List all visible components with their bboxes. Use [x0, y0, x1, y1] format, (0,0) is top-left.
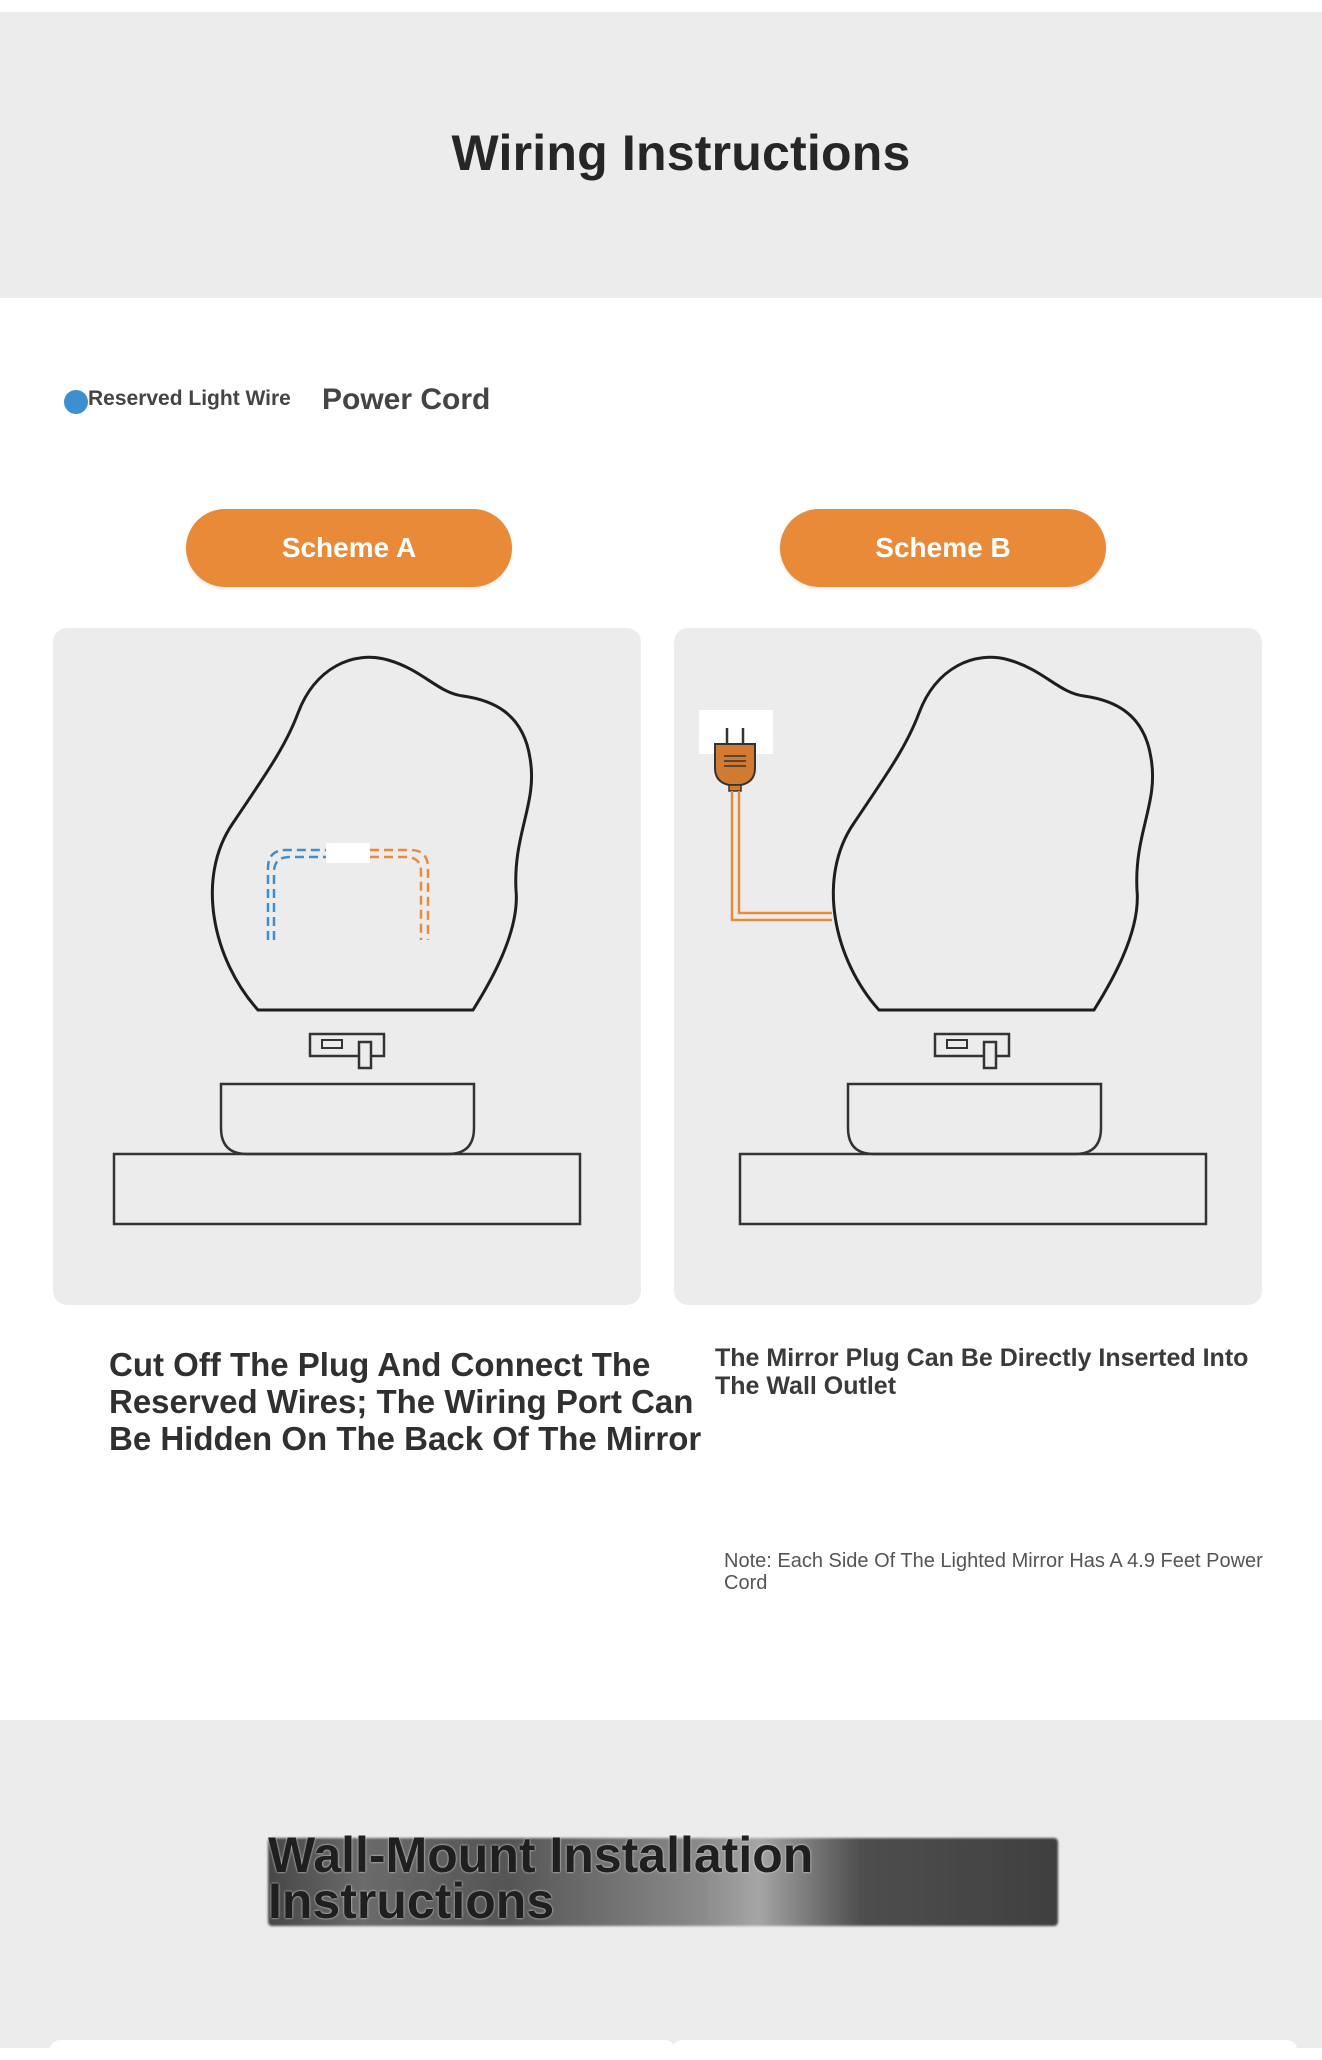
sink-basin — [221, 1084, 474, 1154]
power-wire-right — [370, 850, 428, 940]
scheme-a-badge: Scheme A — [186, 509, 512, 587]
power-cord-note: Note: Each Side Of The Lighted Mirror Has A 4.9 Feet Power Cord — [724, 1550, 1263, 1594]
bracket-slot — [322, 1040, 342, 1048]
next-card-right — [672, 2040, 1297, 2060]
power-cord-line-inner — [739, 791, 832, 913]
reserved-wire-legend-dot — [64, 390, 88, 414]
power-wire-right-inner — [370, 857, 421, 940]
scheme-a-illustration — [53, 628, 641, 1305]
power-cord-line — [732, 791, 832, 920]
legend-power-cord: Power Cord — [322, 383, 491, 416]
scheme-b-diagram — [674, 628, 1262, 1305]
page-title: Wiring Instructions — [451, 125, 911, 181]
bracket-peg — [359, 1042, 371, 1068]
scheme-b-badge: Scheme B — [780, 509, 1106, 587]
legend-reserved-light-wire: Reserved Light Wire — [88, 387, 291, 410]
scheme-a-description: Cut Off The Plug And Connect The Reserved Wires; The Wiring Port Can Be Hidden On The Back Of The Mirror — [109, 1346, 702, 1457]
plug-icon — [715, 744, 755, 785]
vanity-counter — [740, 1154, 1206, 1224]
vanity-counter — [114, 1154, 580, 1224]
bracket-slot — [947, 1040, 967, 1048]
scheme-b-description: The Mirror Plug Can Be Directly Inserted Into The Wall Outlet — [715, 1344, 1249, 1400]
sink-basin — [848, 1084, 1101, 1154]
mirror-outline — [212, 657, 531, 1010]
scheme-a-diagram — [53, 628, 641, 1305]
reserved-wire-left-inner — [274, 857, 326, 940]
next-card-left — [50, 2040, 675, 2060]
wire-connector-gap — [326, 843, 370, 863]
mirror-outline — [833, 657, 1152, 1010]
scheme-b-illustration — [674, 628, 1262, 1305]
installation-title: Wall-Mount Installation Instructions — [268, 1827, 814, 1929]
bracket-peg — [984, 1042, 996, 1068]
